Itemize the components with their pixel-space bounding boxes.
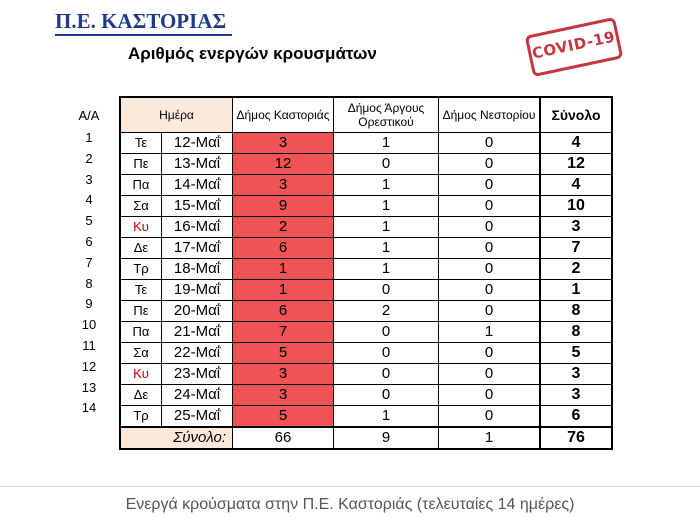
cell-nestorio: 0 xyxy=(439,406,541,428)
totals-argos: 9 xyxy=(334,427,439,449)
aa-number: 9 xyxy=(85,296,93,312)
header-day: Ημέρα xyxy=(120,97,233,133)
cell-day: Σα xyxy=(120,196,162,217)
cell-kastoria: 6 xyxy=(233,301,334,322)
cell-argos: 0 xyxy=(334,343,439,364)
cell-argos: 1 xyxy=(334,196,439,217)
table-row xyxy=(120,259,612,280)
cell-kastoria: 12 xyxy=(233,154,334,175)
aa-number: 2 xyxy=(85,150,93,166)
cell-kastoria: 9 xyxy=(233,196,334,217)
cell-nestorio: 0 xyxy=(439,343,541,364)
aa-number: 13 xyxy=(81,379,97,395)
cell-day: Πα xyxy=(120,322,162,343)
cell-day: Κυ xyxy=(120,217,162,238)
table-row xyxy=(120,238,612,259)
cases-table xyxy=(119,96,613,450)
cell-kastoria: 5 xyxy=(233,406,334,428)
totals-kastoria: 66 xyxy=(233,427,334,449)
cell-day: Δε xyxy=(120,238,162,259)
table-row xyxy=(120,196,612,217)
cell-nestorio: 0 xyxy=(439,217,541,238)
cell-argos: 1 xyxy=(334,133,439,154)
table-row xyxy=(120,133,612,154)
cell-kastoria: 1 xyxy=(233,259,334,280)
cell-total: 8 xyxy=(540,322,612,343)
page-subtitle: Αριθμός ενεργών κρουσμάτων xyxy=(128,44,377,63)
cell-argos: 0 xyxy=(334,154,439,175)
cell-nestorio: 0 xyxy=(439,133,541,154)
cell-date: 22-Μαΐ xyxy=(162,343,233,364)
header-nestorio: Δήμος Νεστορίου xyxy=(439,97,541,133)
cell-kastoria: 2 xyxy=(233,217,334,238)
cell-total: 8 xyxy=(540,301,612,322)
cell-nestorio: 0 xyxy=(439,385,541,406)
aa-number: 1 xyxy=(85,130,93,145)
cell-nestorio: 0 xyxy=(439,238,541,259)
cell-kastoria: 3 xyxy=(233,364,334,385)
cell-date: 14-Μαΐ xyxy=(162,175,233,196)
cell-kastoria: 1 xyxy=(233,280,334,301)
cell-date: 15-Μαΐ xyxy=(162,196,233,217)
cell-date: 20-Μαΐ xyxy=(162,301,233,322)
cell-day: Πα xyxy=(120,175,162,196)
cell-argos: 0 xyxy=(334,364,439,385)
aa-number: 8 xyxy=(85,275,93,291)
cell-argos: 0 xyxy=(334,280,439,301)
cell-argos: 1 xyxy=(334,175,439,196)
cell-argos: 1 xyxy=(334,259,439,280)
aa-number: 7 xyxy=(85,254,93,270)
cell-date: 12-Μαΐ xyxy=(162,133,233,154)
cell-total: 4 xyxy=(540,133,612,154)
aa-list xyxy=(72,128,106,419)
cell-day: Σα xyxy=(120,343,162,364)
totals-row xyxy=(120,427,612,449)
cell-date: 17-Μαΐ xyxy=(162,238,233,259)
table-row xyxy=(120,217,612,238)
cell-day: Δε xyxy=(120,385,162,406)
cell-day: Πε xyxy=(120,154,162,175)
cell-day: Πε xyxy=(120,301,162,322)
cell-nestorio: 0 xyxy=(439,259,541,280)
aa-number: 4 xyxy=(85,192,93,208)
aa-header: Α/Α xyxy=(78,108,100,123)
totals-nestorio: 1 xyxy=(439,427,541,449)
cell-nestorio: 0 xyxy=(439,175,541,196)
cell-day: Τε xyxy=(120,280,162,301)
cell-date: 25-Μαΐ xyxy=(162,406,233,428)
cell-nestorio: 0 xyxy=(439,364,541,385)
table-row xyxy=(120,406,612,428)
footer-bar xyxy=(0,486,700,526)
totals-total: 76 xyxy=(540,427,612,449)
table-row xyxy=(120,322,612,343)
header-argos: Δήμος Άργους Ορεστικού xyxy=(334,97,439,133)
aa-number: 10 xyxy=(81,317,97,333)
table-header-row xyxy=(120,97,612,133)
cell-day: Τρ xyxy=(120,259,162,280)
cell-kastoria: 5 xyxy=(233,343,334,364)
cell-total: 3 xyxy=(540,385,612,406)
table-row xyxy=(120,385,612,406)
cell-total: 1 xyxy=(540,280,612,301)
cell-date: 24-Μαΐ xyxy=(162,385,233,406)
cell-day: Τε xyxy=(120,133,162,154)
page-title: Π.Ε. ΚΑΣΤΟΡΙΑΣ xyxy=(55,8,232,36)
aa-number: 5 xyxy=(85,213,93,229)
cell-total: 5 xyxy=(540,343,612,364)
table-row xyxy=(120,175,612,196)
cell-argos: 0 xyxy=(334,322,439,343)
aa-number: 3 xyxy=(85,171,93,187)
cell-total: 10 xyxy=(540,196,612,217)
aa-column xyxy=(72,104,106,419)
cell-kastoria: 6 xyxy=(233,238,334,259)
cell-date: 21-Μαΐ xyxy=(162,322,233,343)
aa-number: 11 xyxy=(82,337,96,353)
cell-total: 3 xyxy=(540,217,612,238)
cell-argos: 1 xyxy=(334,217,439,238)
cell-kastoria: 7 xyxy=(233,322,334,343)
header-total: Σύνολο xyxy=(540,97,612,133)
aa-number: 14 xyxy=(81,400,97,416)
cell-total: 2 xyxy=(540,259,612,280)
aa-number: 6 xyxy=(85,233,93,249)
cell-kastoria: 3 xyxy=(233,133,334,154)
table-row xyxy=(120,301,612,322)
cell-date: 13-Μαΐ xyxy=(162,154,233,175)
table-row xyxy=(120,280,612,301)
cell-total: 4 xyxy=(540,175,612,196)
aa-number: 12 xyxy=(81,358,97,374)
cell-argos: 0 xyxy=(334,385,439,406)
stamp-text: COVID-19 xyxy=(530,27,617,63)
cell-argos: 1 xyxy=(334,238,439,259)
cell-argos: 2 xyxy=(334,301,439,322)
cell-argos: 1 xyxy=(334,406,439,428)
cell-date: 19-Μαΐ xyxy=(162,280,233,301)
cell-total: 7 xyxy=(540,238,612,259)
cell-nestorio: 0 xyxy=(439,280,541,301)
cell-nestorio: 1 xyxy=(439,322,541,343)
totals-label: Σύνολο: xyxy=(120,427,233,449)
cell-nestorio: 0 xyxy=(439,301,541,322)
table-body xyxy=(120,133,612,428)
cell-date: 18-Μαΐ xyxy=(162,259,233,280)
cell-day: Κυ xyxy=(120,364,162,385)
header-kastoria: Δήμος Καστοριάς xyxy=(233,97,334,133)
footer-caption: Ενεργά κρούσματα στην Π.Ε. Καστοριάς (τελευταίες 14 ημέρες) xyxy=(125,496,575,513)
cell-total: 12 xyxy=(540,154,612,175)
cell-date: 16-Μαΐ xyxy=(162,217,233,238)
cell-total: 3 xyxy=(540,364,612,385)
cell-nestorio: 0 xyxy=(439,196,541,217)
cell-nestorio: 0 xyxy=(439,154,541,175)
cell-kastoria: 3 xyxy=(233,175,334,196)
table-row xyxy=(120,154,612,175)
covid-stamp xyxy=(525,17,624,77)
cell-kastoria: 3 xyxy=(233,385,334,406)
cell-total: 6 xyxy=(540,406,612,428)
table-row xyxy=(120,343,612,364)
table-row xyxy=(120,364,612,385)
cell-date: 23-Μαΐ xyxy=(162,364,233,385)
cell-day: Τρ xyxy=(120,406,162,428)
